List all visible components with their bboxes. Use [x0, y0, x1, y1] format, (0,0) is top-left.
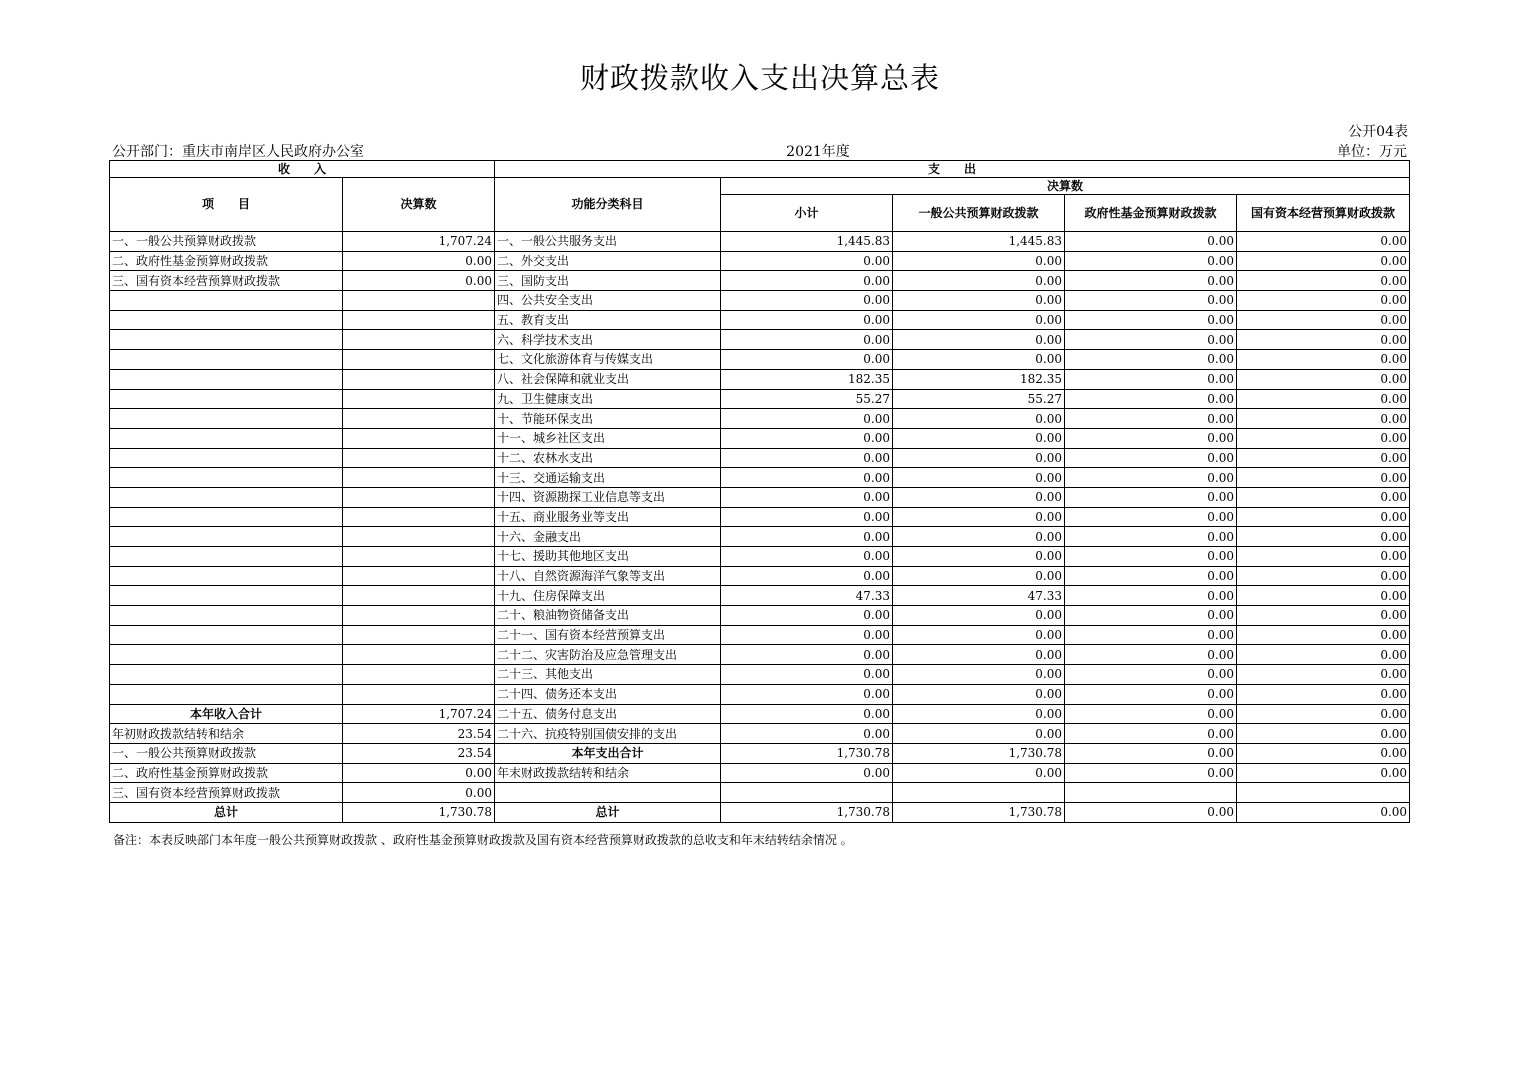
expense-item: 九、卫生健康支出 — [495, 389, 721, 409]
expense-gov-fund: 0.00 — [1065, 645, 1237, 665]
expense-gov-fund: 0.00 — [1065, 547, 1237, 567]
expense-item: 四、公共安全支出 — [495, 291, 721, 311]
expense-item: 六、科学技术支出 — [495, 330, 721, 350]
expense-state-cap: 0.00 — [1237, 743, 1410, 763]
income-amount: 1,707.24 — [343, 704, 495, 724]
income-item — [110, 606, 343, 626]
table-row — [110, 251, 1410, 271]
footnote: 备注：本表反映部门本年度一般公共预算财政拨款 、政府性基金预算财政拨款及国有资本经营预算财政拨款的总收支和年末结转结余情况 。 — [113, 833, 853, 847]
table-row — [110, 724, 1410, 744]
expense-state-cap: 0.00 — [1237, 350, 1410, 370]
expense-gov-fund: 0.00 — [1065, 448, 1237, 468]
table-row — [110, 586, 1410, 606]
income-item — [110, 487, 343, 507]
expense-state-cap: 0.00 — [1237, 724, 1410, 744]
expense-subtotal: 0.00 — [721, 251, 893, 271]
expense-gov-fund: 0.00 — [1065, 330, 1237, 350]
expense-subtotal: 182.35 — [721, 369, 893, 389]
budget-table — [109, 160, 1410, 823]
expense-item: 十六、金融支出 — [495, 527, 721, 547]
table-row — [110, 743, 1410, 763]
expense-item: 五、教育支出 — [495, 310, 721, 330]
expense-state-cap: 0.00 — [1237, 527, 1410, 547]
expense-state-cap: 0.00 — [1237, 566, 1410, 586]
expense-gov-fund: 0.00 — [1065, 468, 1237, 488]
expense-subtotal: 1,445.83 — [721, 232, 893, 252]
income-amount — [343, 350, 495, 370]
expense-item: 十、节能环保支出 — [495, 409, 721, 429]
table-row — [110, 409, 1410, 429]
expense-gov-fund: 0.00 — [1065, 743, 1237, 763]
income-amount: 0.00 — [343, 783, 495, 803]
expense-state-cap: 0.00 — [1237, 369, 1410, 389]
expense-general: 1,730.78 — [893, 743, 1065, 763]
income-item: 一、一般公共预算财政拨款 — [110, 743, 343, 763]
income-item — [110, 310, 343, 330]
table-row — [110, 487, 1410, 507]
income-amount — [343, 507, 495, 527]
income-amount — [343, 586, 495, 606]
expense-gov-fund: 0.00 — [1065, 625, 1237, 645]
income-amount — [343, 468, 495, 488]
income-item — [110, 350, 343, 370]
income-item — [110, 625, 343, 645]
income-item — [110, 586, 343, 606]
expense-subtotal: 0.00 — [721, 409, 893, 429]
income-item: 三、国有资本经营预算财政拨款 — [110, 271, 343, 291]
income-header: 收 入 — [110, 161, 495, 178]
expense-general: 0.00 — [893, 409, 1065, 429]
expense-state-cap: 0.00 — [1237, 606, 1410, 626]
expense-gov-fund: 0.00 — [1065, 389, 1237, 409]
expense-general: 0.00 — [893, 547, 1065, 567]
expense-subtotal: 0.00 — [721, 487, 893, 507]
income-amount — [343, 606, 495, 626]
expense-state-cap: 0.00 — [1237, 468, 1410, 488]
income-amount — [343, 684, 495, 704]
expense-gov-fund: 0.00 — [1065, 507, 1237, 527]
expense-subtotal: 0.00 — [721, 330, 893, 350]
expense-item: 年末财政拨款结转和结余 — [495, 763, 721, 783]
table-row — [110, 310, 1410, 330]
meta-line — [110, 141, 1408, 160]
table-row — [110, 547, 1410, 567]
expense-gov-fund: 0.00 — [1065, 724, 1237, 744]
expense-state-cap: 0.00 — [1237, 763, 1410, 783]
expense-subtotal: 0.00 — [721, 507, 893, 527]
expense-state-cap: 0.00 — [1237, 802, 1410, 822]
expense-general: 0.00 — [893, 271, 1065, 291]
expense-state-cap: 0.00 — [1237, 232, 1410, 252]
income-item — [110, 389, 343, 409]
expense-general: 47.33 — [893, 586, 1065, 606]
expense-general: 55.27 — [893, 389, 1065, 409]
table-row — [110, 606, 1410, 626]
expense-state-cap: 0.00 — [1237, 389, 1410, 409]
expense-item: 十五、商业服务业等支出 — [495, 507, 721, 527]
expense-gov-fund: 0.00 — [1065, 763, 1237, 783]
expense-item: 三、国防支出 — [495, 271, 721, 291]
expense-gov-fund: 0.00 — [1065, 684, 1237, 704]
func-header: 功能分类科目 — [495, 178, 721, 232]
expense-general: 0.00 — [893, 763, 1065, 783]
income-amount — [343, 291, 495, 311]
page-title: 财政拨款收入支出决算总表 — [579, 61, 940, 95]
expense-item: 十三、交通运输支出 — [495, 468, 721, 488]
income-amount: 0.00 — [343, 271, 495, 291]
income-item: 二、政府性基金预算财政拨款 — [110, 251, 343, 271]
expense-subtotal: 0.00 — [721, 645, 893, 665]
expense-item: 二、外交支出 — [495, 251, 721, 271]
expense-general: 0.00 — [893, 291, 1065, 311]
expense-general: 0.00 — [893, 566, 1065, 586]
table-row — [110, 271, 1410, 291]
income-amount — [343, 527, 495, 547]
gov-fund-header: 政府性基金预算财政拨款 — [1065, 195, 1237, 232]
expense-item: 十二、农林水支出 — [495, 448, 721, 468]
expense-gov-fund: 0.00 — [1065, 271, 1237, 291]
income-item: 年初财政拨款结转和结余 — [110, 724, 343, 744]
income-item — [110, 566, 343, 586]
expense-state-cap: 0.00 — [1237, 409, 1410, 429]
expense-general: 0.00 — [893, 310, 1065, 330]
expense-subtotal: 0.00 — [721, 310, 893, 330]
income-amount — [343, 625, 495, 645]
expense-subtotal: 0.00 — [721, 763, 893, 783]
expense-item — [495, 783, 721, 803]
fiscal-year: 2021年度 — [786, 144, 850, 160]
expense-state-cap: 0.00 — [1237, 271, 1410, 291]
expense-state-cap: 0.00 — [1237, 704, 1410, 724]
expense-item: 十九、住房保障支出 — [495, 586, 721, 606]
expense-subtotal: 0.00 — [721, 547, 893, 567]
income-amount: 1,707.24 — [343, 232, 495, 252]
expense-gov-fund: 0.00 — [1065, 802, 1237, 822]
table-row — [110, 645, 1410, 665]
income-item — [110, 448, 343, 468]
expense-general: 0.00 — [893, 684, 1065, 704]
table-row — [110, 625, 1410, 645]
table-row — [110, 802, 1410, 822]
expense-item: 十一、城乡社区支出 — [495, 428, 721, 448]
expense-subtotal: 0.00 — [721, 665, 893, 685]
expense-general: 0.00 — [893, 606, 1065, 626]
expense-state-cap: 0.00 — [1237, 665, 1410, 685]
expense-subtotal: 0.00 — [721, 625, 893, 645]
income-item: 二、政府性基金预算财政拨款 — [110, 763, 343, 783]
expense-subtotal: 1,730.78 — [721, 743, 893, 763]
income-item: 一、一般公共预算财政拨款 — [110, 232, 343, 252]
expense-state-cap: 0.00 — [1237, 625, 1410, 645]
income-item: 三、国有资本经营预算财政拨款 — [110, 783, 343, 803]
income-amount: 0.00 — [343, 251, 495, 271]
expense-state-cap: 0.00 — [1237, 330, 1410, 350]
expense-general: 0.00 — [893, 350, 1065, 370]
income-item — [110, 684, 343, 704]
expense-gov-fund: 0.00 — [1065, 409, 1237, 429]
income-amount — [343, 409, 495, 429]
expense-subtotal: 0.00 — [721, 428, 893, 448]
expense-gov-fund: 0.00 — [1065, 251, 1237, 271]
expense-gov-fund — [1065, 783, 1237, 803]
expense-subtotal: 0.00 — [721, 291, 893, 311]
income-item — [110, 547, 343, 567]
expense-general: 0.00 — [893, 625, 1065, 645]
table-row — [110, 291, 1410, 311]
expense-subtotal: 0.00 — [721, 448, 893, 468]
department: 公开部门：重庆市南岸区人民政府办公室 — [112, 144, 364, 160]
table-row — [110, 448, 1410, 468]
expense-subtotal: 0.00 — [721, 566, 893, 586]
expense-gov-fund: 0.00 — [1065, 428, 1237, 448]
expense-general: 0.00 — [893, 330, 1065, 350]
expense-general: 0.00 — [893, 507, 1065, 527]
expense-general: 0.00 — [893, 251, 1065, 271]
state-cap-header: 国有资本经营预算财政拨款 — [1237, 195, 1410, 232]
expense-state-cap: 0.00 — [1237, 448, 1410, 468]
income-item — [110, 645, 343, 665]
expense-general: 0.00 — [893, 724, 1065, 744]
expense-gov-fund: 0.00 — [1065, 369, 1237, 389]
table-row — [110, 389, 1410, 409]
expense-item: 十八、自然资源海洋气象等支出 — [495, 566, 721, 586]
income-item — [110, 665, 343, 685]
expense-item: 总计 — [495, 802, 721, 822]
unit-label: 单位：万元 — [1337, 144, 1407, 160]
income-amount — [343, 369, 495, 389]
expense-state-cap: 0.00 — [1237, 291, 1410, 311]
table-row — [110, 350, 1410, 370]
income-item — [110, 527, 343, 547]
expense-gov-fund: 0.00 — [1065, 704, 1237, 724]
expense-general: 0.00 — [893, 645, 1065, 665]
income-amount — [343, 487, 495, 507]
income-amount — [343, 645, 495, 665]
general-header: 一般公共预算财政拨款 — [893, 195, 1065, 232]
expense-general: 0.00 — [893, 468, 1065, 488]
table-row — [110, 665, 1410, 685]
expense-general: 0.00 — [893, 448, 1065, 468]
table-row — [110, 684, 1410, 704]
table-row — [110, 704, 1410, 724]
expense-item: 十四、资源勘探工业信息等支出 — [495, 487, 721, 507]
expense-state-cap: 0.00 — [1237, 684, 1410, 704]
expense-gov-fund: 0.00 — [1065, 310, 1237, 330]
table-row — [110, 232, 1410, 252]
expense-item: 一、一般公共服务支出 — [495, 232, 721, 252]
expense-gov-fund: 0.00 — [1065, 606, 1237, 626]
table-row — [110, 468, 1410, 488]
income-amount: 1,730.78 — [343, 802, 495, 822]
expense-state-cap: 0.00 — [1237, 645, 1410, 665]
income-amount — [343, 389, 495, 409]
income-amount — [343, 310, 495, 330]
expense-general: 0.00 — [893, 527, 1065, 547]
table-row — [110, 507, 1410, 527]
expense-general: 0.00 — [893, 704, 1065, 724]
expense-state-cap: 0.00 — [1237, 547, 1410, 567]
table-row — [110, 527, 1410, 547]
income-amount: 23.54 — [343, 743, 495, 763]
table-row — [110, 566, 1410, 586]
expense-item: 二十六、抗疫特别国债安排的支出 — [495, 724, 721, 744]
income-amount — [343, 566, 495, 586]
expense-general: 0.00 — [893, 428, 1065, 448]
expense-state-cap: 0.00 — [1237, 428, 1410, 448]
expense-state-cap: 0.00 — [1237, 310, 1410, 330]
income-amount: 0.00 — [343, 763, 495, 783]
table-row — [110, 428, 1410, 448]
expense-gov-fund: 0.00 — [1065, 527, 1237, 547]
income-item — [110, 428, 343, 448]
expense-subtotal: 0.00 — [721, 684, 893, 704]
form-number: 公开04表 — [1348, 124, 1408, 140]
expense-item: 二十三、其他支出 — [495, 665, 721, 685]
expense-subtotal: 0.00 — [721, 271, 893, 291]
expense-subtotal: 0.00 — [721, 606, 893, 626]
expense-gov-fund: 0.00 — [1065, 232, 1237, 252]
income-item: 总计 — [110, 802, 343, 822]
table-row — [110, 763, 1410, 783]
expense-gov-fund: 0.00 — [1065, 586, 1237, 606]
income-item — [110, 409, 343, 429]
expense-item: 二十、粮油物资储备支出 — [495, 606, 721, 626]
expense-gov-fund: 0.00 — [1065, 350, 1237, 370]
expense-subtotal: 55.27 — [721, 389, 893, 409]
amount-header: 决算数 — [343, 178, 495, 232]
expense-subtotal: 0.00 — [721, 527, 893, 547]
expense-state-cap: 0.00 — [1237, 487, 1410, 507]
expense-subtotal: 0.00 — [721, 704, 893, 724]
expense-item: 二十五、债务付息支出 — [495, 704, 721, 724]
expense-subtotal: 47.33 — [721, 586, 893, 606]
final-header: 决算数 — [721, 178, 1410, 195]
income-item: 本年收入合计 — [110, 704, 343, 724]
expense-subtotal — [721, 783, 893, 803]
income-amount — [343, 428, 495, 448]
expense-subtotal: 0.00 — [721, 724, 893, 744]
expense-subtotal: 0.00 — [721, 468, 893, 488]
expense-general — [893, 783, 1065, 803]
expense-gov-fund: 0.00 — [1065, 566, 1237, 586]
income-amount — [343, 330, 495, 350]
income-amount — [343, 448, 495, 468]
expense-gov-fund: 0.00 — [1065, 291, 1237, 311]
expense-item: 本年支出合计 — [495, 743, 721, 763]
expense-general: 0.00 — [893, 665, 1065, 685]
expense-item: 八、社会保障和就业支出 — [495, 369, 721, 389]
income-item — [110, 369, 343, 389]
expense-item: 七、文化旅游体育与传媒支出 — [495, 350, 721, 370]
expense-header: 支 出 — [495, 161, 1410, 178]
expense-general: 1,730.78 — [893, 802, 1065, 822]
income-amount — [343, 665, 495, 685]
expense-gov-fund: 0.00 — [1065, 665, 1237, 685]
expense-subtotal: 0.00 — [721, 350, 893, 370]
item-header: 项 目 — [110, 178, 343, 232]
subtotal-header: 小计 — [721, 195, 893, 232]
income-item — [110, 507, 343, 527]
expense-state-cap: 0.00 — [1237, 586, 1410, 606]
expense-state-cap: 0.00 — [1237, 507, 1410, 527]
expense-item: 二十一、国有资本经营预算支出 — [495, 625, 721, 645]
expense-item: 十七、援助其他地区支出 — [495, 547, 721, 567]
expense-state-cap — [1237, 783, 1410, 803]
expense-state-cap: 0.00 — [1237, 251, 1410, 271]
expense-general: 182.35 — [893, 369, 1065, 389]
table-row — [110, 330, 1410, 350]
expense-general: 0.00 — [893, 487, 1065, 507]
income-item — [110, 468, 343, 488]
expense-item: 二十二、灾害防治及应急管理支出 — [495, 645, 721, 665]
income-amount — [343, 547, 495, 567]
expense-general: 1,445.83 — [893, 232, 1065, 252]
income-item — [110, 291, 343, 311]
income-amount: 23.54 — [343, 724, 495, 744]
expense-item: 二十四、债务还本支出 — [495, 684, 721, 704]
table-row — [110, 369, 1410, 389]
income-item — [110, 330, 343, 350]
expense-gov-fund: 0.00 — [1065, 487, 1237, 507]
expense-subtotal: 1,730.78 — [721, 802, 893, 822]
table-row — [110, 783, 1410, 803]
